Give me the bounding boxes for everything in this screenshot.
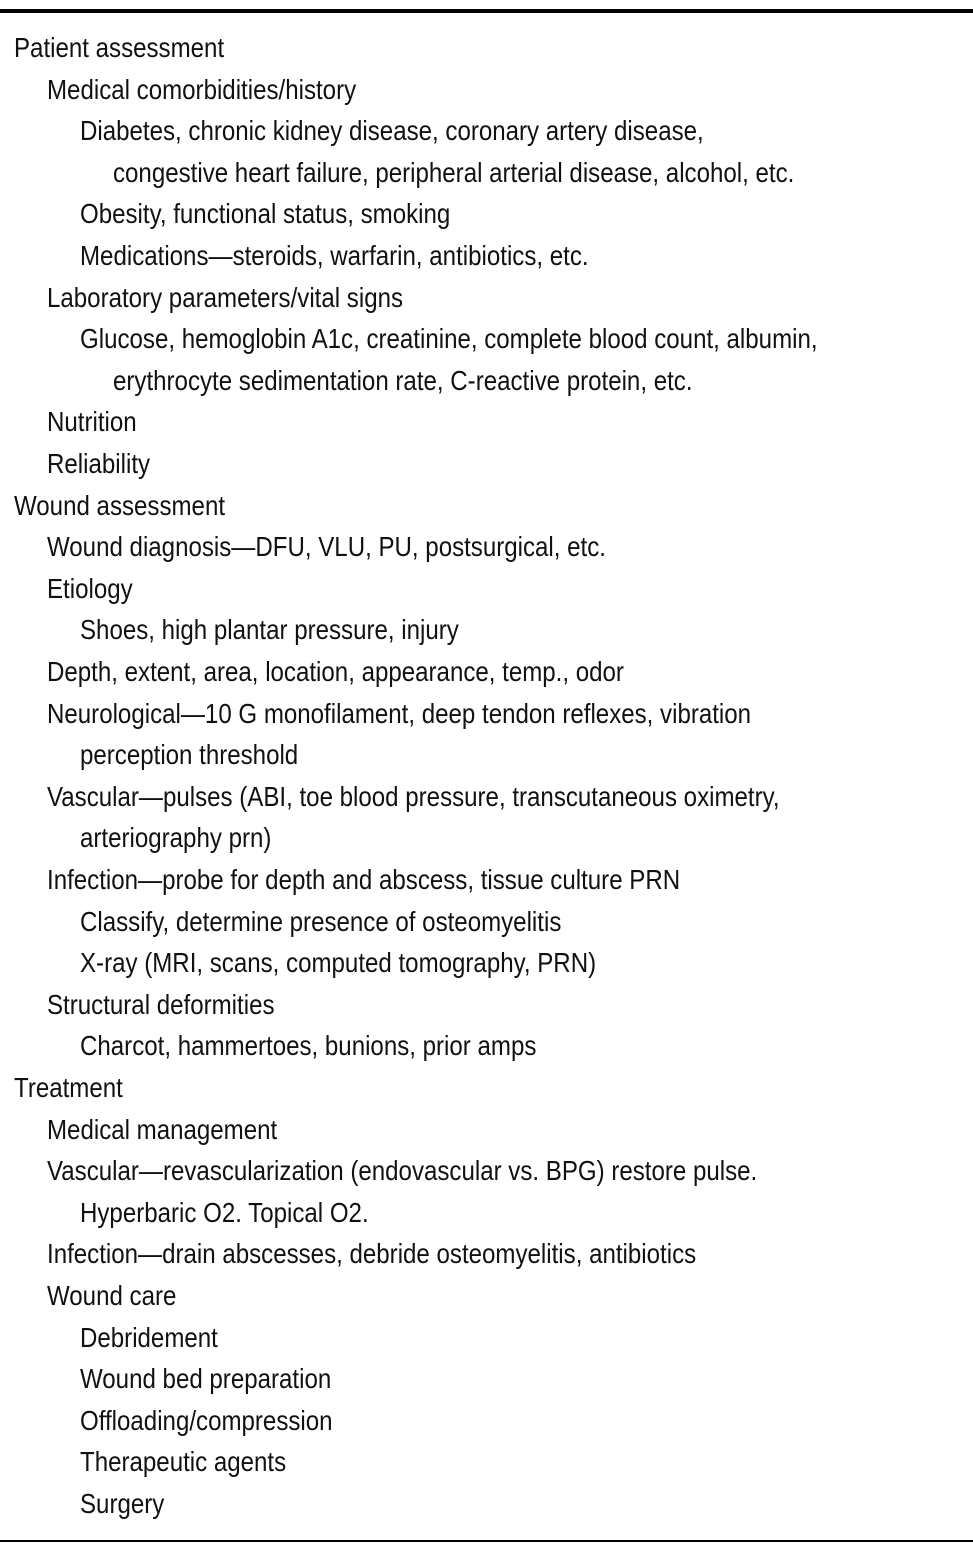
outline-subitem: Debridement — [80, 1321, 218, 1353]
table-bottom-rule — [0, 1540, 973, 1542]
outline-item: Vascular—revascularization (endovascular vs. BPG) restore pulse. — [47, 1155, 758, 1187]
outline-subitem: Glucose, hemoglobin A1c, creatinine, complete blood count, albumin, — [80, 323, 818, 355]
outline-item: Laboratory parameters/vital signs — [47, 281, 404, 313]
table-top-rule — [0, 9, 973, 13]
outline-item: Infection—probe for depth and abscess, tissue culture PRN — [47, 864, 681, 895]
outline-item: Structural deformities — [47, 988, 275, 1020]
outline-subitem: Hyperbaric O2. Topical O2. — [80, 1196, 369, 1228]
outline-subitem: Classify, determine presence of osteomyelitis — [80, 905, 562, 937]
outline-item: Medical comorbidities/history — [47, 73, 357, 105]
outline-subitem: Charcot, hammertoes, bunions, prior amps — [80, 1030, 537, 1062]
outline-item: Vascular—pulses (ABI, toe blood pressure, transcutaneous oximetry, — [47, 780, 780, 812]
outline-continuation: congestive heart failure, peripheral arterial disease, alcohol, etc. — [113, 156, 795, 188]
outline-item: Neurological—10 G monofilament, deep tendon reflexes, vibration — [47, 697, 752, 729]
section-heading: Treatment — [14, 1072, 123, 1103]
section-heading: Wound assessment — [14, 489, 226, 521]
outline-item: Nutrition — [47, 406, 137, 438]
outline-subitem: Wound bed preparation — [80, 1363, 332, 1395]
outline-item: Etiology — [47, 572, 133, 604]
outline-subitem: perception threshold — [80, 739, 299, 771]
outline-subitem: Offloading/compression — [80, 1404, 333, 1436]
outline-subitem: Medications—steroids, warfarin, antibiotics, etc. — [80, 240, 589, 271]
outline-subitem: arteriography prn) — [80, 822, 272, 854]
outline-subitem: Surgery — [80, 1488, 165, 1519]
outline-item: Wound diagnosis—DFU, VLU, PU, postsurgical, etc. — [47, 531, 606, 563]
outline-item: Reliability — [47, 448, 151, 479]
outline-item: Depth, extent, area, location, appearance, temp., odor — [47, 656, 624, 687]
outline-subitem: Obesity, functional status, smoking — [80, 198, 451, 230]
outline-subitem: Therapeutic agents — [80, 1446, 287, 1478]
outline-continuation: erythrocyte sedimentation rate, C-reactive protein, etc. — [113, 364, 693, 396]
section-heading: Patient assessment — [14, 32, 225, 63]
outline-item: Infection—drain abscesses, debride osteomyelitis, antibiotics — [47, 1238, 697, 1270]
outline-item: Wound care — [47, 1280, 177, 1311]
outline-subitem: Diabetes, chronic kidney disease, coronary artery disease, — [80, 115, 704, 147]
outline-item: Medical management — [47, 1113, 278, 1145]
outline-subitem: X-ray (MRI, scans, computed tomography, PRN) — [80, 947, 597, 979]
outline-subitem: Shoes, high plantar pressure, injury — [80, 614, 459, 646]
